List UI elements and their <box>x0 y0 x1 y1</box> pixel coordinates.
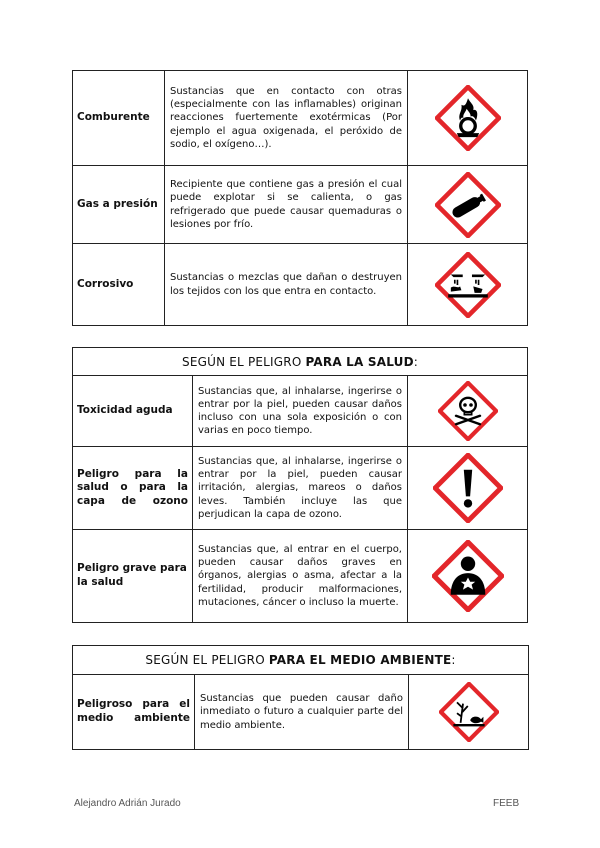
table-row <box>73 530 528 623</box>
hazard-name: Corrosivo <box>73 244 165 326</box>
footer-code: FEEB <box>493 798 520 809</box>
hazard-description: Sustancias que, al inhalarse, ingerirse o entrar por la piel, pueden causar irritación, alergias, mareos o daños leves. También incluye las que perjudican la capa de ozono. <box>193 447 408 530</box>
table-row <box>73 244 528 326</box>
hazard-description: Sustancias o mezclas que dañan o destruyen los tejidos con los que entra en contacto. <box>165 244 408 326</box>
section-heading: SEGÚN EL PELIGRO PARA EL MEDIO AMBIENTE: <box>73 646 529 675</box>
table-row <box>73 166 528 244</box>
table-header <box>73 348 528 376</box>
table-row <box>73 71 528 166</box>
gas-cylinder-icon <box>408 166 528 244</box>
environment-hazards-table <box>72 645 529 750</box>
flame-over-circle-icon <box>408 71 528 166</box>
hazard-description: Sustancias que, al inhalarse, ingerirse o entrar por la piel, pueden causar daños incluso con una sola exposición o con varias en poco tiempo. <box>193 376 408 447</box>
health-hazard-icon <box>408 530 528 623</box>
hazard-name: Peligroso para el medio ambiente <box>73 675 195 750</box>
hazard-name: Gas a presión <box>73 166 165 244</box>
physical-hazards-table <box>72 70 528 326</box>
table-row <box>73 376 528 447</box>
hazard-name: Peligro grave para la salud <box>73 530 193 623</box>
hazard-description: Sustancias que pueden causar daño inmediato o futuro a cualquier parte del medio ambiente. <box>195 675 409 750</box>
hazard-description: Sustancias que en contacto con otras (especialmente con las inflamables) originan reacciones fuertemente exotérmicas (Por ejemplo el agua oxigenada, el peróxido de sodio, el oxígeno…). <box>165 71 408 166</box>
hazard-description: Sustancias que, al entrar en el cuerpo, pueden causar daños graves en órganos, alergias o asma, afectar a la fertilidad, producir malformaciones, mutaciones, cáncer o incluso la muerte. <box>193 530 408 623</box>
table-header <box>73 646 529 675</box>
hazard-name: Toxicidad aguda <box>73 376 193 447</box>
hazard-description: Recipiente que contiene gas a presión el cual puede explotar si se calienta, o gas refrigerado que puede causar quemaduras o lesiones por frío. <box>165 166 408 244</box>
hazard-name: Peligro para la salud o para la capa de ozono <box>73 447 193 530</box>
table-row <box>73 447 528 530</box>
table-row <box>73 675 529 750</box>
environment-icon <box>409 675 529 750</box>
corrosion-icon <box>408 244 528 326</box>
exclamation-mark-icon <box>408 447 528 530</box>
health-hazards-table <box>72 347 528 623</box>
footer-author: Alejandro Adrián Jurado <box>74 798 181 809</box>
section-heading: SEGÚN EL PELIGRO PARA LA SALUD: <box>73 348 528 376</box>
hazard-name: Comburente <box>73 71 165 166</box>
skull-crossbones-icon <box>408 376 528 447</box>
